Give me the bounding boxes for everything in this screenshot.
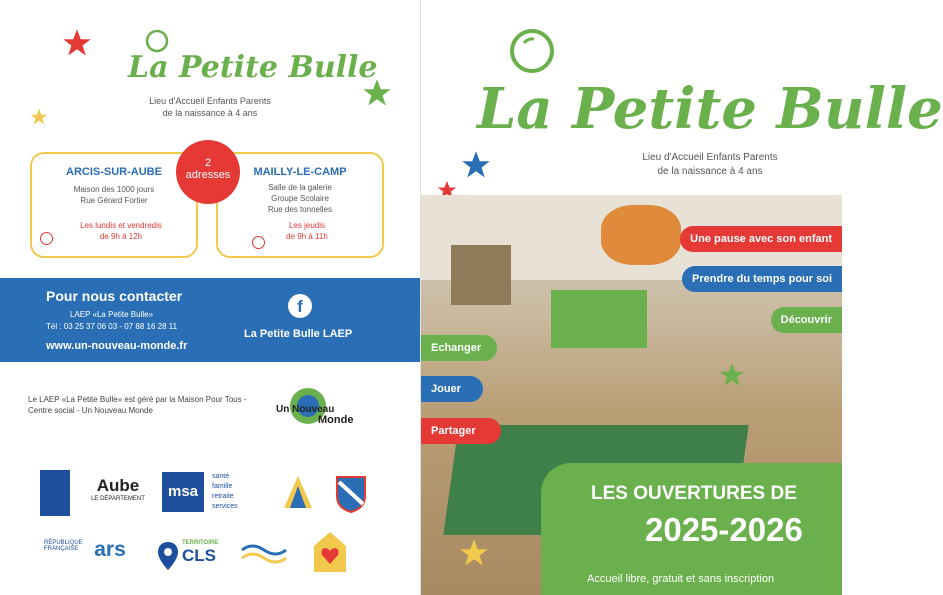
tag-jouer: Jouer: [421, 376, 483, 402]
tagline-1: Lieu d'Accueil Enfants Parents: [642, 152, 778, 163]
address-line: Groupe Scolaire: [271, 194, 329, 203]
photo-cushions: [601, 205, 681, 265]
badge-count: 2: [204, 157, 212, 169]
msa-line: santé: [212, 473, 230, 480]
aube-logo: [88, 476, 148, 510]
facebook-label[interactable]: La Petite Bulle LAEP: [244, 328, 353, 340]
msa-logo: msa: [162, 472, 204, 512]
tagline-1: Lieu d'Accueil Enfants Parents: [149, 96, 271, 106]
cls-logo: [182, 540, 224, 566]
coat-of-arms-icon: [334, 474, 368, 514]
address-line: Salle de la galerie: [268, 183, 332, 192]
msa-services: [212, 472, 258, 512]
tag-pause: Une pause avec son enfant: [680, 226, 842, 252]
address-box-arcis: [30, 152, 198, 258]
msa-line: retraite: [212, 493, 234, 500]
time-line: Les jeudis: [288, 221, 326, 230]
photo-play-cube: [551, 290, 647, 348]
contact-phone: Tél : 03 25 37 06 03 - 07 88 16 28 11: [46, 322, 178, 331]
ars-logo: ars: [94, 538, 126, 561]
address-line: Rue Gérard Fortier: [80, 196, 148, 205]
map-pin-icon: [156, 540, 180, 572]
tag-echanger: Echanger: [421, 335, 497, 361]
aube-text: Aube: [96, 476, 140, 495]
tag-temps: Prendre du temps pour soi: [682, 266, 842, 292]
address-box-mailly: [216, 152, 384, 258]
tagline-2: de la naissance à 4 ans: [657, 166, 763, 177]
right-panel: [421, 0, 943, 595]
un-nouveau-monde-logo: [276, 384, 372, 432]
caf-logo: [40, 470, 70, 516]
contact-title: Pour nous contacter: [46, 288, 183, 304]
cls-sub: TERRITOIRE: [182, 540, 219, 546]
openings-years: 2025-2026: [645, 511, 803, 548]
left-panel: [0, 0, 420, 595]
red-star-icon: [62, 28, 92, 58]
bubble-icon: [507, 26, 557, 76]
triangle-logo-icon: [282, 474, 314, 514]
contact-band: [0, 278, 420, 362]
cls-text: CLS: [182, 546, 216, 565]
address-line: Rue des tonnelles: [267, 205, 333, 214]
badge-label: adresses: [185, 169, 231, 181]
clock-icon: [40, 232, 53, 245]
tagline-2: de la naissance à 4 ans: [162, 108, 258, 118]
adresses-badge: [176, 140, 240, 204]
management-text: Le LAEP «La Petite Bulle» est géré par la Maison Pour Tous - Centre social - Un Nouveau Monde: [28, 395, 247, 415]
logo-text: La Petite Bulle: [477, 76, 943, 142]
waves-logo-icon: [240, 536, 288, 572]
contact-website[interactable]: www.un-nouveau-monde.fr: [46, 340, 188, 352]
yellow-star-icon: [30, 108, 48, 126]
facebook-icon[interactable]: f: [288, 294, 312, 318]
openings-footer: Accueil libre, gratuit et sans inscription: [587, 573, 775, 585]
tag-decouvrir: Découvrir: [771, 307, 842, 333]
unm-text-2: Monde: [318, 414, 354, 426]
republique-logo: RÉPUBLIQUE FRANÇAISE: [44, 540, 83, 552]
openings-band: [541, 463, 842, 595]
time-line: de 9h à 11h: [286, 232, 328, 241]
town-mailly: MAILLY-LE-CAMP: [253, 166, 347, 178]
openings-title: LES OUVERTURES DE: [591, 483, 797, 504]
logo-text: La Petite Bulle: [128, 50, 378, 85]
house-heart-icon: [312, 530, 348, 574]
yellow-star-icon: [459, 538, 489, 568]
address-line: Maison des 1000 jours: [73, 185, 155, 194]
time-line: Les lundis et vendredis: [80, 221, 162, 230]
msa-line: famille: [212, 483, 233, 490]
tag-partager: Partager: [421, 418, 501, 444]
town-arcis: ARCIS-SUR-AUBE: [66, 166, 162, 178]
contact-laep: LAEP «La Petite Bulle»: [70, 310, 154, 319]
clock-icon: [252, 236, 265, 249]
green-star-icon: [719, 362, 745, 388]
blue-star-icon: [461, 150, 491, 180]
photo-shelf: [451, 245, 511, 305]
unm-text-1: Un Nouveau: [276, 404, 335, 415]
aube-sub: LE DÉPARTEMENT: [91, 496, 145, 502]
time-line: de 9h à 12h: [99, 232, 143, 241]
msa-line: services: [212, 503, 238, 510]
